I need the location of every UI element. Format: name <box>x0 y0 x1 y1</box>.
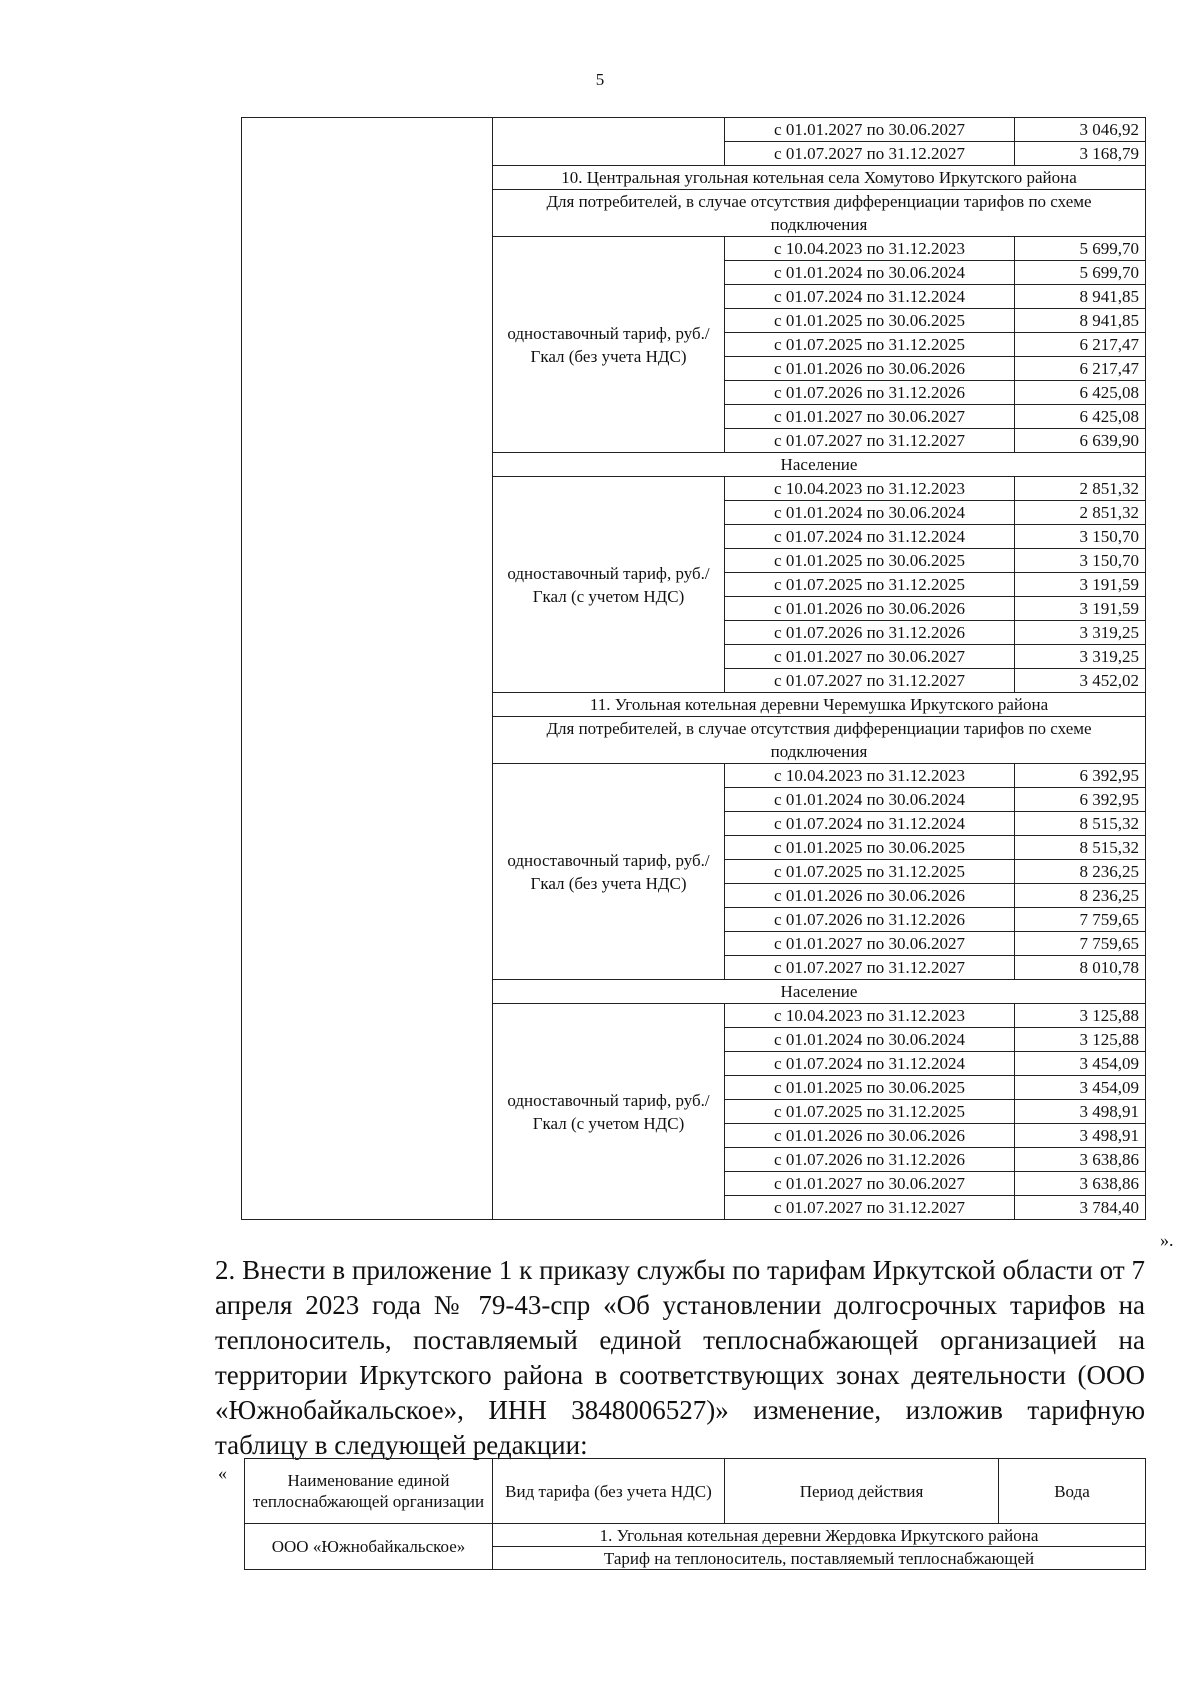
table-row <box>242 118 1146 142</box>
value-cell: 3 452,02 <box>1015 669 1146 693</box>
period-cell: с 01.01.2024 по 30.06.2024 <box>725 261 1015 285</box>
org-name: ООО «Южнобайкальское» <box>245 1524 493 1570</box>
header-water: Вода <box>999 1459 1146 1524</box>
amendment-paragraph: 2. Внести в приложение 1 к приказу службы по тарифам Иркутской области от 7 апреля 2023 года № 79-43-спр «Об установлении долгосрочных тарифов на теплоноситель, поставляемый единой теплоснабжающей организацией на территории Иркутского района в соответствующих зонах деятельности (ООО «Южнобайкальское», ИНН 3848006527)» изменение, изложив тарифную таблицу в следующей редакции: <box>215 1255 1145 1460</box>
kind-cell-blank <box>493 118 725 166</box>
value-cell: 8 010,78 <box>1015 956 1146 980</box>
value-cell: 3 498,91 <box>1015 1124 1146 1148</box>
tariff-kind: одноставочный тариф, руб./Гкал (без учета НДС) <box>493 237 725 453</box>
tariff-kind: одноставочный тариф, руб./Гкал (с учетом НДС) <box>493 1004 725 1220</box>
header-kind: Вид тарифа (без учета НДС) <box>493 1459 725 1524</box>
value-cell: 2 851,32 <box>1015 501 1146 525</box>
value-cell: 8 236,25 <box>1015 884 1146 908</box>
value-cell: 6 217,47 <box>1015 357 1146 381</box>
value-cell: 3 125,88 <box>1015 1004 1146 1028</box>
value-cell: 8 941,85 <box>1015 285 1146 309</box>
value-cell: 8 515,32 <box>1015 836 1146 860</box>
period-cell: с 01.01.2026 по 30.06.2026 <box>725 597 1015 621</box>
period-cell: с 01.07.2026 по 31.12.2026 <box>725 1148 1015 1172</box>
value-cell: 7 759,65 <box>1015 932 1146 956</box>
value-cell: 3 454,09 <box>1015 1076 1146 1100</box>
value-cell: 8 941,85 <box>1015 309 1146 333</box>
value-cell: 3 191,59 <box>1015 597 1146 621</box>
period-cell: с 01.01.2027 по 30.06.2027 <box>725 405 1015 429</box>
period-cell: с 01.01.2024 по 30.06.2024 <box>725 501 1015 525</box>
value-cell: 3 191,59 <box>1015 573 1146 597</box>
period-cell: с 01.07.2027 по 31.12.2027 <box>725 956 1015 980</box>
value-cell: 5 699,70 <box>1015 261 1146 285</box>
period-cell: с 01.01.2024 по 30.06.2024 <box>725 1028 1015 1052</box>
group-header: Для потребителей, в случае отсутствия дифференциации тарифов по схеме подключения <box>493 717 1146 764</box>
value-cell: 6 392,95 <box>1015 788 1146 812</box>
period-cell: с 01.01.2027 по 30.06.2027 <box>725 932 1015 956</box>
period-cell: с 01.07.2026 по 31.12.2026 <box>725 621 1015 645</box>
period-cell: с 01.07.2026 по 31.12.2026 <box>725 908 1015 932</box>
value-cell: 6 425,08 <box>1015 405 1146 429</box>
period-cell: с 01.01.2024 по 30.06.2024 <box>725 788 1015 812</box>
new-tariff-table <box>244 1458 1146 1570</box>
period-cell: с 01.01.2025 по 30.06.2025 <box>725 549 1015 573</box>
value-cell: 6 217,47 <box>1015 333 1146 357</box>
value-cell: 2 851,32 <box>1015 477 1146 501</box>
value-cell: 3 168,79 <box>1015 142 1146 166</box>
period-cell: с 01.01.2027 по 30.06.2027 <box>725 645 1015 669</box>
value-cell: 3 150,70 <box>1015 525 1146 549</box>
value-cell: 3 319,25 <box>1015 621 1146 645</box>
value-cell: 3 150,70 <box>1015 549 1146 573</box>
period-cell: с 01.01.2027 по 30.06.2027 <box>725 1172 1015 1196</box>
group-header: Население <box>493 980 1146 1004</box>
closing-quote: ». <box>1160 1230 1174 1250</box>
value-cell: 3 638,86 <box>1015 1148 1146 1172</box>
period-cell: с 01.07.2027 по 31.12.2027 <box>725 142 1015 166</box>
opening-quote: « <box>218 1463 227 1483</box>
period-cell: с 01.07.2027 по 31.12.2027 <box>725 429 1015 453</box>
period-cell: с 01.07.2027 по 31.12.2027 <box>725 1196 1015 1220</box>
header-period: Период действия <box>725 1459 999 1524</box>
org-column-blank <box>242 118 493 1220</box>
period-cell: с 01.07.2025 по 31.12.2025 <box>725 1100 1015 1124</box>
period-cell: с 01.01.2025 по 30.06.2025 <box>725 309 1015 333</box>
section-title: 11. Угольная котельная деревни Черемушка Иркутского района <box>493 693 1146 717</box>
period-cell: с 01.07.2027 по 31.12.2027 <box>725 669 1015 693</box>
value-cell: 5 699,70 <box>1015 237 1146 261</box>
period-cell: с 01.01.2027 по 30.06.2027 <box>725 118 1015 142</box>
period-cell: с 10.04.2023 по 31.12.2023 <box>725 1004 1015 1028</box>
period-cell: с 01.07.2024 по 31.12.2024 <box>725 525 1015 549</box>
period-cell: с 10.04.2023 по 31.12.2023 <box>725 764 1015 788</box>
value-cell: 8 515,32 <box>1015 812 1146 836</box>
period-cell: с 10.04.2023 по 31.12.2023 <box>725 237 1015 261</box>
section-subheader: Тариф на теплоноситель, поставляемый теплоснабжающей <box>493 1547 1146 1570</box>
period-cell: с 01.07.2025 по 31.12.2025 <box>725 860 1015 884</box>
tariff-kind: одноставочный тариф, руб./Гкал (без учета НДС) <box>493 764 725 980</box>
value-cell: 3 454,09 <box>1015 1052 1146 1076</box>
value-cell: 6 392,95 <box>1015 764 1146 788</box>
value-cell: 3 638,86 <box>1015 1172 1146 1196</box>
header-row <box>245 1459 1146 1524</box>
value-cell: 3 125,88 <box>1015 1028 1146 1052</box>
value-cell: 3 046,92 <box>1015 118 1146 142</box>
period-cell: с 01.01.2025 по 30.06.2025 <box>725 1076 1015 1100</box>
group-header: Население <box>493 453 1146 477</box>
tariff-table <box>241 117 1146 1220</box>
page-number: 5 <box>595 70 605 89</box>
period-cell: с 01.07.2024 по 31.12.2024 <box>725 812 1015 836</box>
value-cell: 3 498,91 <box>1015 1100 1146 1124</box>
section-title: 1. Угольная котельная деревни Жердовка Иркутского района <box>493 1524 1146 1547</box>
value-cell: 3 319,25 <box>1015 645 1146 669</box>
value-cell: 3 784,40 <box>1015 1196 1146 1220</box>
group-header: Для потребителей, в случае отсутствия дифференциации тарифов по схеме подключения <box>493 190 1146 237</box>
section-row <box>245 1524 1146 1547</box>
header-org: Наименование единой теплоснабжающей организации <box>245 1459 493 1524</box>
period-cell: с 01.01.2026 по 30.06.2026 <box>725 357 1015 381</box>
period-cell: с 01.01.2026 по 30.06.2026 <box>725 884 1015 908</box>
period-cell: с 01.07.2025 по 31.12.2025 <box>725 573 1015 597</box>
section-title: 10. Центральная угольная котельная села Хомутово Иркутского района <box>493 166 1146 190</box>
period-cell: с 01.07.2026 по 31.12.2026 <box>725 381 1015 405</box>
period-cell: с 01.07.2024 по 31.12.2024 <box>725 285 1015 309</box>
period-cell: с 01.01.2025 по 30.06.2025 <box>725 836 1015 860</box>
value-cell: 7 759,65 <box>1015 908 1146 932</box>
period-cell: с 01.01.2026 по 30.06.2026 <box>725 1124 1015 1148</box>
value-cell: 6 639,90 <box>1015 429 1146 453</box>
period-cell: с 01.07.2025 по 31.12.2025 <box>725 333 1015 357</box>
value-cell: 8 236,25 <box>1015 860 1146 884</box>
period-cell: с 10.04.2023 по 31.12.2023 <box>725 477 1015 501</box>
tariff-kind: одноставочный тариф, руб./Гкал (с учетом НДС) <box>493 477 725 693</box>
value-cell: 6 425,08 <box>1015 381 1146 405</box>
period-cell: с 01.07.2024 по 31.12.2024 <box>725 1052 1015 1076</box>
